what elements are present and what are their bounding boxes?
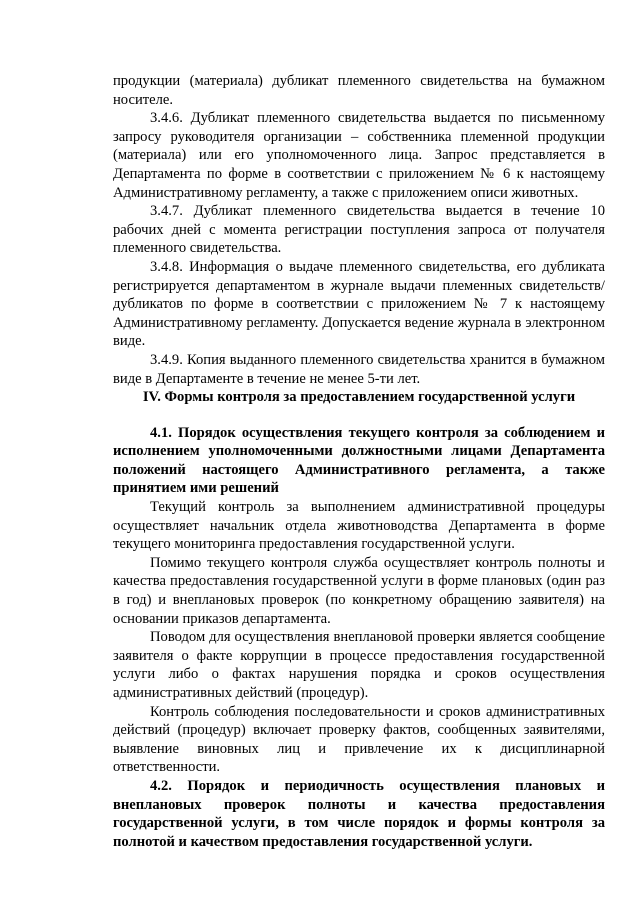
document-page bbox=[113, 72, 605, 851]
paragraph-current-control: Текущий контроль за выполнением административной процедуры осуществляет начальник отдела животноводства Департамента в форме текущего мониторинга предоставления государственной услуги. bbox=[113, 499, 605, 553]
paragraph-3-4-7: 3.4.7. Дубликат племенного свидетельства выдается в течение 10 рабочих дней с момента регистрации поступления запроса от получателя племенного свидетельства. bbox=[113, 203, 605, 257]
subsection-heading-4-2: 4.2. Порядок и периодичность осуществления плановых и внеплановых проверок полноты и качества предоставления государственной услуги, в том числе порядок и формы контроля за полнотой и качеством предоставления государственной услуги. bbox=[113, 777, 605, 850]
paragraph-unplanned-checks: Поводом для осуществления внеплановой проверки является сообщение заявителя о факте коррупции в процессе предоставления государственной услуги либо о фактах нарушения порядка и сроков осуществления административных действий (процедур). bbox=[113, 629, 605, 701]
paragraph-3-4-8: 3.4.8. Информация о выдаче племенного свидетельства, его дубликата регистрируется департаментом в журнале выдачи племенных свидетельств/дубликатов по форме в соответствии с приложением № 7 к настоящему Административному регламенту. Допускается ведение журнала в электронном виде. bbox=[113, 258, 605, 350]
paragraph-continuation: продукции (материала) дубликат племенного свидетельства на бумажном носителе. bbox=[113, 73, 605, 108]
subsection-heading-4-1: 4.1. Порядок осуществления текущего контроля за соблюдением и исполнением уполномоченными должностными лицами Департамента положений настоящего Административного регламента, а также принятием ими решений bbox=[113, 424, 605, 497]
paragraph-3-4-9: 3.4.9. Копия выданного племенного свидетельства хранится в бумажном виде в Департаменте в течение не менее 5-ти лет. bbox=[113, 351, 605, 387]
section-heading: IV. Формы контроля за предоставлением государственной услуги bbox=[142, 389, 576, 406]
paragraph-3-4-6: 3.4.6. Дубликат племенного свидетельства выдается по письменному запросу руководителя организации – собственника племенной продукции (материала) или его уполномоченного лица. Запрос представляется в Департамента по форме в соответствии с приложением № 6 к настоящему Административному регламенту, а также с приложением описи животных. bbox=[113, 110, 605, 201]
paragraph-control-compliance: Контроль соблюдения последовательности и сроков административных действий (процедур) включает проверку фактов, сообщенных заявителями, выявление виновных лиц и привлечение их к дисциплинарной ответственности. bbox=[113, 703, 605, 776]
paragraph-planned-checks: Помимо текущего контроля служба осуществляет контроль полноты и качества предоставления государственной услуги в форме плановых (один раз в год) и внеплановых проверок (по конкретному обращению заявителя) на основании приказов департамента. bbox=[113, 554, 605, 627]
